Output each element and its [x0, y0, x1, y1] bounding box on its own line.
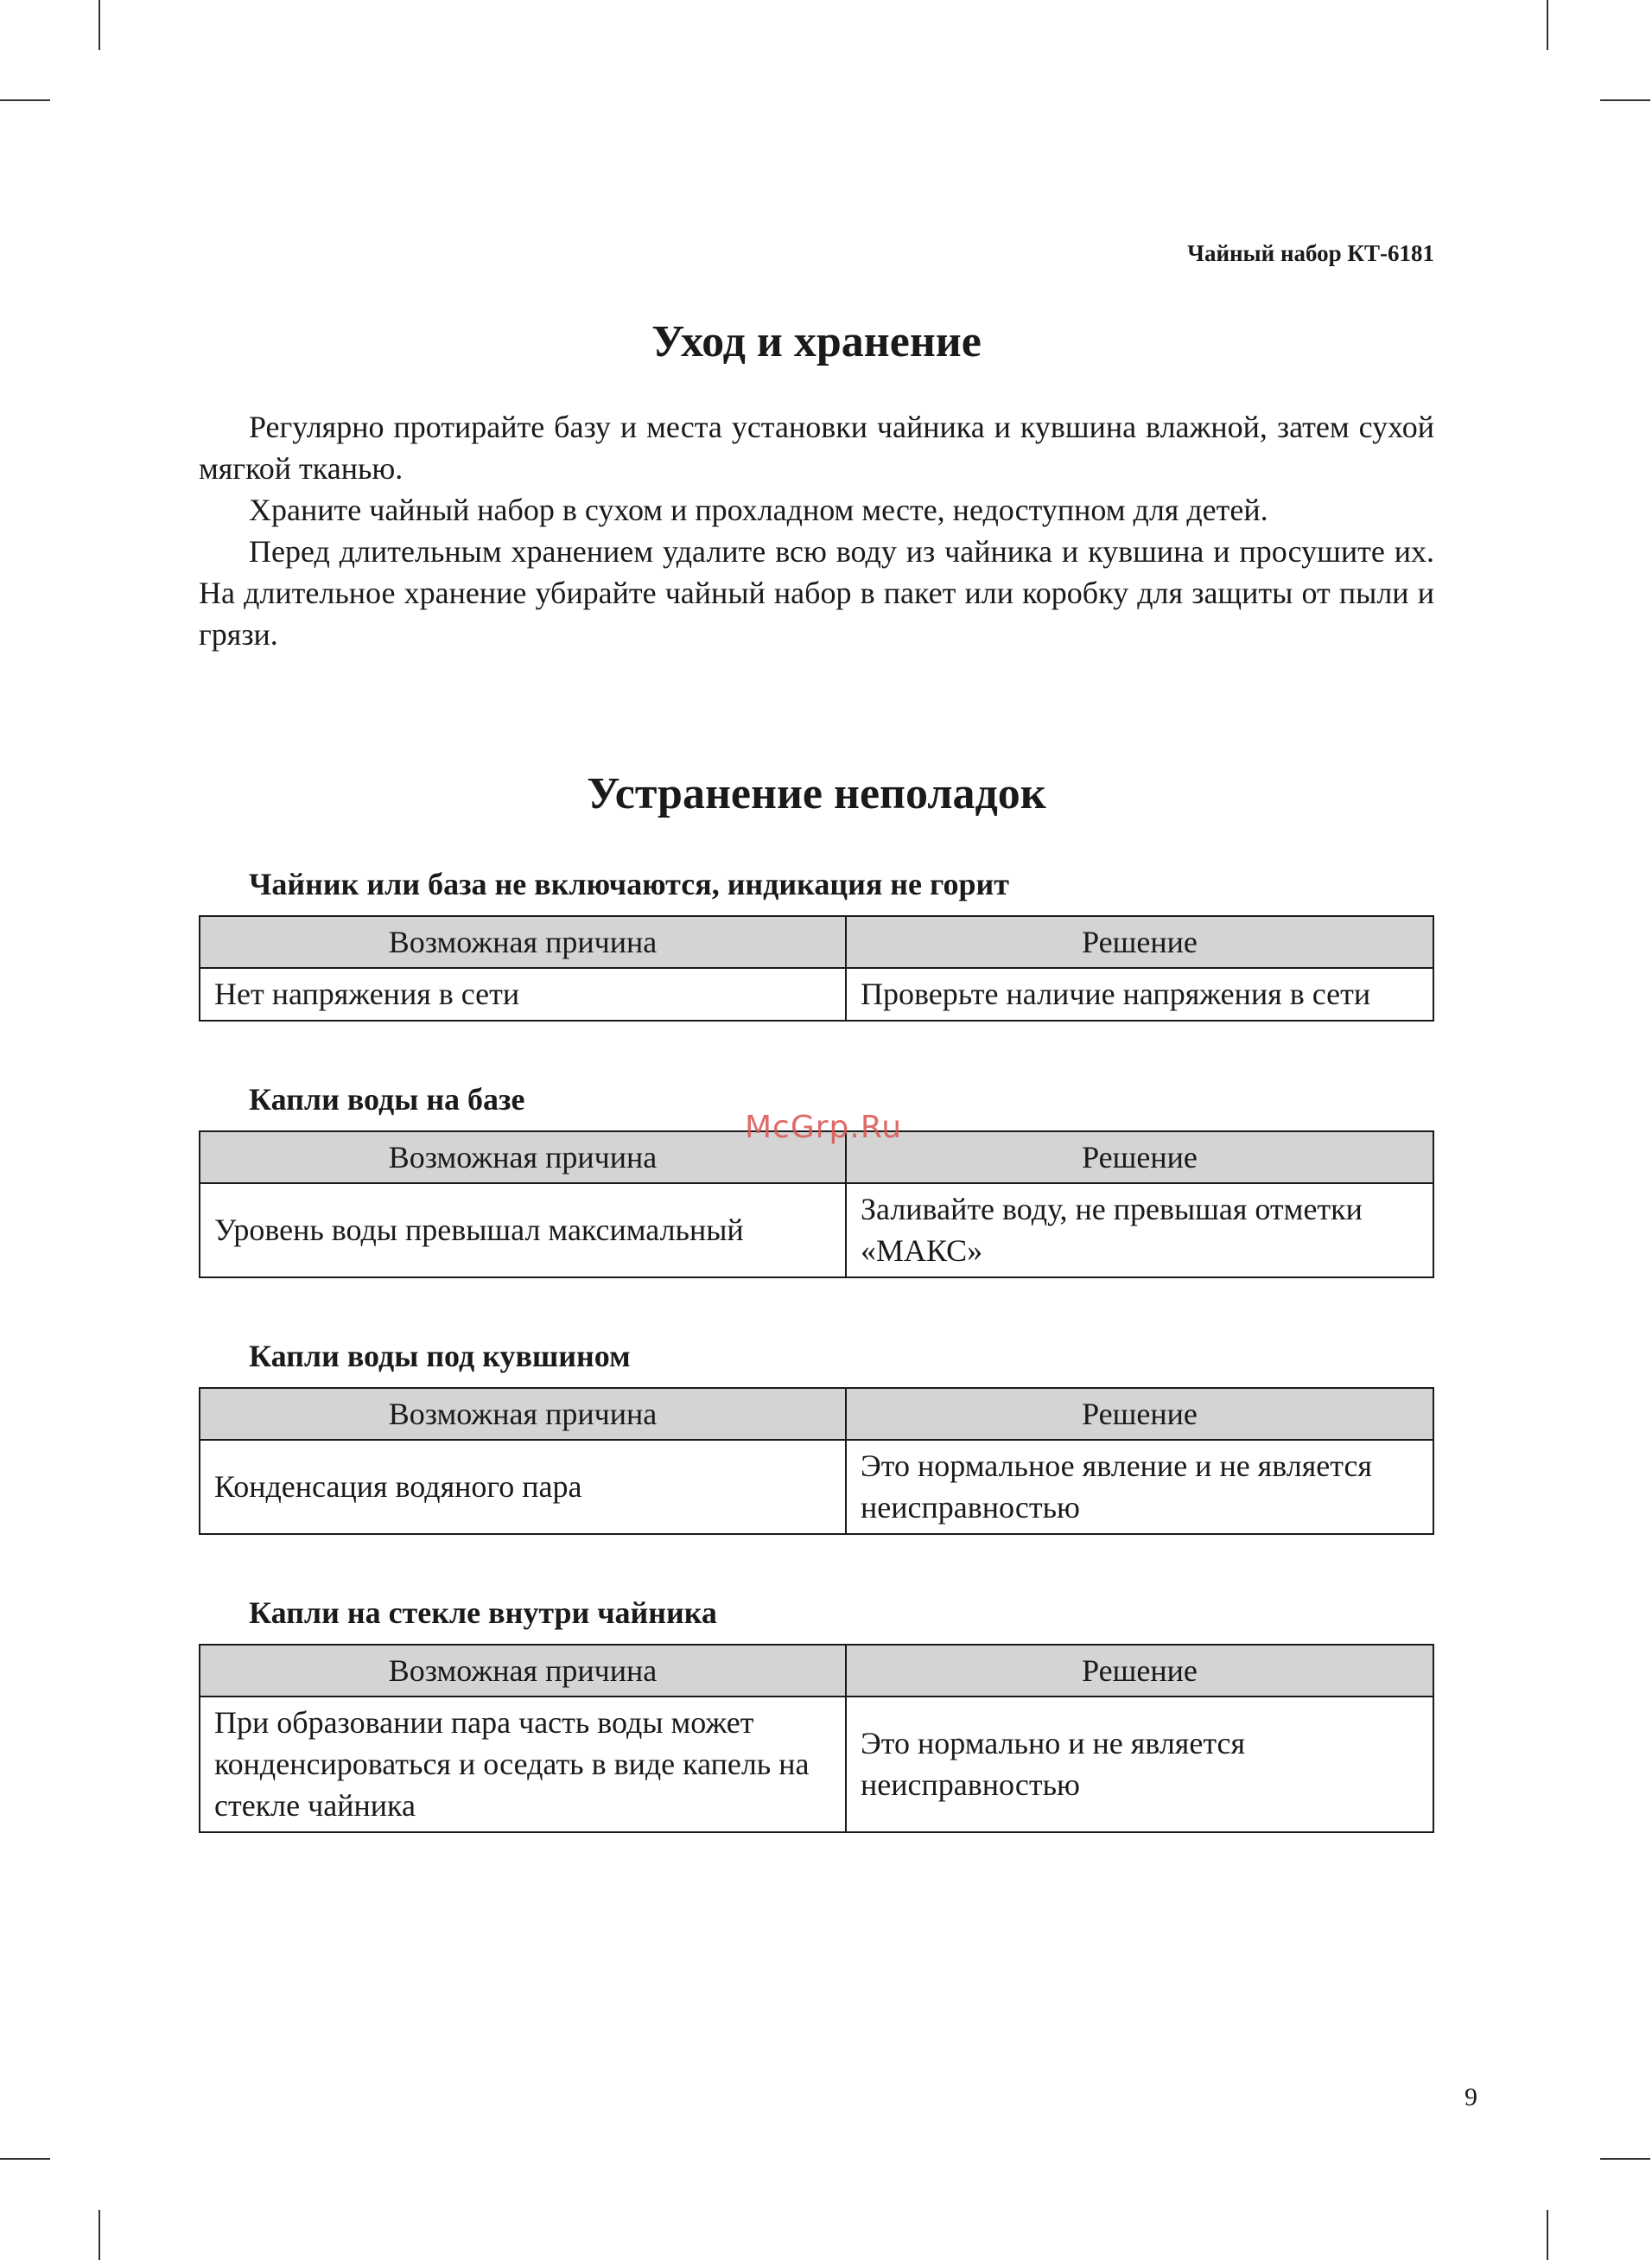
solution-column-header: Решение [846, 1645, 1433, 1697]
cause-cell: При образовании пара часть воды может конденсироваться и оседать в виде капель на стекле чайника [200, 1697, 846, 1832]
cause-cell: Конденсация водяного пара [200, 1440, 846, 1534]
table-header-row [200, 1645, 1433, 1697]
issue-table [199, 1387, 1434, 1535]
cause-column-header: Возможная причина [200, 1131, 846, 1183]
issue-heading: Капли воды под кувшином [249, 1339, 631, 1373]
table-row [200, 1183, 1433, 1277]
issue-block [199, 1594, 1434, 1833]
solution-cell: Заливайте воду, не превышая отметки «МАКС» [846, 1183, 1433, 1277]
cause-cell: Нет напряжения в сети [200, 968, 846, 1021]
crop-mark [98, 0, 100, 50]
solution-column-header: Решение [846, 1131, 1433, 1183]
solution-column-header: Решение [846, 916, 1433, 968]
watermark: McGrp.Ru [745, 1110, 903, 1145]
troubleshooting-title: Устранение неполадок [587, 769, 1046, 818]
page-number: 9 [1465, 2083, 1477, 2111]
solution-cell: Это нормальное явление и не является неисправностью [846, 1440, 1433, 1534]
cause-column-header: Возможная причина [200, 916, 846, 968]
solution-column-header: Решение [846, 1388, 1433, 1440]
table-row [200, 1697, 1433, 1832]
crop-mark [1547, 2210, 1548, 2260]
table-row [200, 1440, 1433, 1534]
table-row [200, 968, 1433, 1021]
care-paragraph: Перед длительным хранением удалите всю воду из чайника и кувшина и просушите их. На длительное хранение убирайте чайный набор в пакет или коробку для защиты от пыли и грязи. [199, 534, 1434, 652]
running-header: Чайный набор КТ-6181 [1187, 240, 1434, 266]
issue-table [199, 1644, 1434, 1833]
crop-mark [1600, 2158, 1650, 2160]
table-header-row [200, 1388, 1433, 1440]
care-paragraph: Храните чайный набор в сухом и прохладном месте, недоступном для детей. [249, 493, 1268, 527]
cause-cell: Уровень воды превышал максимальный [200, 1183, 846, 1277]
issue-heading: Чайник или база не включаются, индикация не горит [249, 867, 1009, 901]
cause-column-header: Возможная причина [200, 1388, 846, 1440]
cause-column-header: Возможная причина [200, 1645, 846, 1697]
solution-cell: Проверьте наличие напряжения в сети [846, 968, 1433, 1021]
issue-heading: Капли воды на базе [249, 1082, 525, 1117]
crop-mark [0, 99, 50, 101]
issue-block [199, 865, 1434, 1022]
crop-mark [0, 2158, 50, 2160]
care-title: Уход и хранение [651, 317, 982, 366]
crop-mark [1600, 99, 1650, 101]
issue-block [199, 1337, 1434, 1535]
care-paragraph: Регулярно протирайте базу и места установки чайника и кувшина влажной, затем сухой мягкой тканью. [199, 410, 1434, 486]
issue-table [199, 1130, 1434, 1278]
solution-cell: Это нормально и не является неисправностью [846, 1697, 1433, 1832]
page-content [199, 311, 1434, 1892]
issue-table [199, 915, 1434, 1022]
crop-mark [98, 2210, 100, 2260]
table-header-row [200, 916, 1433, 968]
issue-heading: Капли на стекле внутри чайника [249, 1595, 717, 1630]
crop-mark [1547, 0, 1548, 50]
